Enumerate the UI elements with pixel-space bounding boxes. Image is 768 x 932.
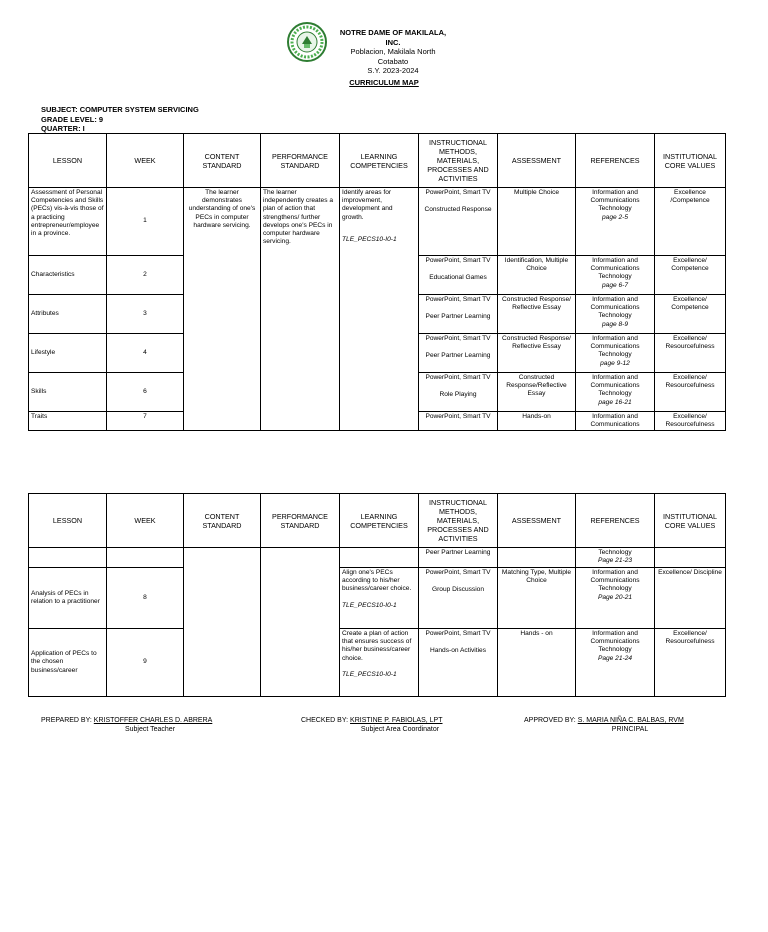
core-value-cell: Excellence/ Resourcefulness — [655, 629, 726, 697]
method-primary: PowerPoint, Smart TV — [425, 296, 491, 303]
col-references: REFERENCES — [576, 134, 655, 188]
reference-page: Page 21-23 — [597, 557, 633, 565]
method-cell: Peer Partner Learning — [419, 548, 498, 568]
reference-cell — [576, 548, 655, 568]
core-value-cell: Excellence/ Discipline — [655, 568, 726, 629]
week-cell: 1 — [107, 188, 184, 256]
lesson-cell: Application of PECs to the chosen business/career — [29, 629, 107, 697]
method-primary: PowerPoint, Smart TV — [425, 630, 491, 637]
competency-cell — [340, 629, 419, 697]
method-secondary: Role Playing — [439, 391, 477, 399]
col-instructional-methods: INSTRUCTIONAL METHODS, MATERIALS, PROCESSES AND ACTIVITIES — [419, 134, 498, 188]
school-seal-icon — [287, 22, 327, 62]
competency-code: TLE_PECS10-I0-1 — [342, 235, 397, 243]
curriculum-table-1 — [28, 133, 726, 431]
col-lesson: LESSON — [29, 494, 107, 548]
reference-cell — [576, 568, 655, 629]
assessment-cell: Identification, Multiple Choice — [498, 256, 576, 295]
approved-role: PRINCIPAL — [611, 726, 649, 733]
assessment-cell: Multiple Choice — [498, 188, 576, 256]
col-performance-standard: PERFORMANCE STANDARD — [261, 134, 340, 188]
method-cell — [419, 295, 498, 334]
col-week: WEEK — [107, 494, 184, 548]
assessment-cell: Matching Type, Multiple Choice — [498, 568, 576, 629]
document-header — [0, 22, 768, 75]
curriculum-table-2 — [28, 493, 726, 697]
assessment-cell: Hands - on — [498, 629, 576, 697]
method-primary: PowerPoint, Smart TV — [425, 374, 491, 381]
col-learning-competencies: LEARNING COMPETENCIES — [340, 134, 419, 188]
week-cell — [107, 548, 184, 568]
method-secondary: Constructed Response — [424, 206, 492, 214]
lesson-cell: Characteristics — [29, 256, 107, 295]
reference-text: Information and Communications Technology — [590, 374, 640, 398]
assessment-cell: Constructed Response/ Reflective Essay — [498, 334, 576, 373]
col-instructional-methods: INSTRUCTIONAL METHODS, MATERIALS, PROCESSES AND ACTIVITIES — [419, 494, 498, 548]
performance-standard-cell: The learner independently creates a plan of action that strengthens/ further develops one's PECs in computer hardware servicing. — [261, 188, 340, 431]
checked-by — [301, 716, 443, 725]
assessment-cell: Constructed Response/Reflective Essay — [498, 373, 576, 412]
core-value-cell — [655, 548, 726, 568]
col-assessment: ASSESSMENT — [498, 134, 576, 188]
competency-cell — [340, 548, 419, 568]
reference-cell — [576, 334, 655, 373]
competency-cell — [340, 568, 419, 629]
content-standard-cell: The learner demonstrates understanding of one's PECs in computer hardware servicing. — [184, 188, 261, 431]
col-lesson: LESSON — [29, 134, 107, 188]
col-content-standard: CONTENT STANDARD — [184, 134, 261, 188]
content-standard-cell — [184, 548, 261, 697]
method-cell — [419, 629, 498, 697]
col-content-standard: CONTENT STANDARD — [184, 494, 261, 548]
week-cell: 6 — [107, 373, 184, 412]
approved-label: APPROVED BY: — [524, 717, 576, 724]
lesson-cell — [29, 548, 107, 568]
table-row — [29, 568, 726, 629]
assessment-cell — [498, 548, 576, 568]
method-cell: PowerPoint, Smart TV — [419, 412, 498, 431]
table-row — [29, 188, 726, 256]
core-value-cell: Excellence /Competence — [655, 188, 726, 256]
performance-standard-cell — [261, 548, 340, 697]
core-value-cell: Excellence/ Resourcefulness — [655, 412, 726, 431]
school-name: NOTRE DAME OF MAKILALA, INC. — [339, 28, 447, 47]
curriculum-meta — [41, 105, 199, 134]
method-cell — [419, 334, 498, 373]
reference-cell — [576, 373, 655, 412]
reference-page: Page 20-21 — [597, 593, 633, 601]
week-cell: 9 — [107, 629, 184, 697]
method-primary: PowerPoint, Smart TV — [425, 257, 491, 264]
reference-text: Technology — [598, 549, 632, 556]
quarter-line: QUARTER: I — [41, 124, 85, 133]
lesson-cell: Attributes — [29, 295, 107, 334]
table-header-row — [29, 494, 726, 548]
subject-line: SUBJECT: COMPUTER SYSTEM SERVICING — [41, 105, 199, 114]
reference-page: Page 21-24 — [597, 654, 633, 662]
col-core-values: INSTITUTIONAL CORE VALUES — [655, 134, 726, 188]
week-cell: 3 — [107, 295, 184, 334]
school-year: S.Y. 2023-2024 — [367, 66, 419, 75]
reference-page: page 6-7 — [601, 281, 629, 289]
grade-line: GRADE LEVEL: 9 — [41, 114, 104, 124]
lesson-cell: Skills — [29, 373, 107, 412]
competency-text: Create a plan of action that ensures success of his/her business/career choice. — [342, 630, 412, 662]
assessment-cell: Hands-on — [498, 412, 576, 431]
reference-cell — [576, 256, 655, 295]
col-learning-competencies: LEARNING COMPETENCIES — [340, 494, 419, 548]
assessment-cell: Constructed Response/ Reflective Essay — [498, 295, 576, 334]
method-cell — [419, 568, 498, 629]
core-value-cell: Excellence/ Competence — [655, 256, 726, 295]
checked-label: CHECKED BY: — [301, 717, 349, 724]
checked-name: KRISTINE P. FABIOLAS, LPT — [350, 717, 443, 724]
table-header-row — [29, 134, 726, 188]
competency-code: TLE_PECS10-I0-1 — [342, 670, 397, 678]
reference-page: page 2-5 — [601, 213, 629, 221]
method-secondary: Peer Partner Learning — [425, 313, 491, 321]
lesson-cell: Assessment of Personal Competencies and Skills (PECs) vis-à-vis those of a practicing entrepreneur/employee in a province. — [29, 188, 107, 256]
week-cell: 4 — [107, 334, 184, 373]
core-value-cell: Excellence/ Competence — [655, 295, 726, 334]
reference-text: Information and Communications Technology — [590, 296, 640, 320]
week-cell: 2 — [107, 256, 184, 295]
col-core-values: INSTITUTIONAL CORE VALUES — [655, 494, 726, 548]
reference-text: Information and Communications Technology — [590, 257, 640, 281]
core-value-cell: Excellence/ Resourcefulness — [655, 334, 726, 373]
method-secondary: Group Discussion — [431, 586, 485, 594]
core-value-cell: Excellence/ Resourcefulness — [655, 373, 726, 412]
approved-name: S. MARIA NIÑA C. BALBAS, RVM — [577, 717, 684, 724]
lesson-cell: Traits — [29, 412, 107, 431]
reference-page: page 9-12 — [600, 359, 630, 367]
school-address: Poblacion, Makilala North Cotabato — [350, 47, 436, 66]
reference-page: page 8-9 — [601, 320, 629, 328]
reference-page: page 16-21 — [598, 398, 632, 406]
lesson-cell: Analysis of PECs in relation to a practitioner — [29, 568, 107, 629]
lesson-cell: Lifestyle — [29, 334, 107, 373]
table-row — [29, 548, 726, 568]
method-secondary: Educational Games — [429, 274, 487, 282]
approved-by — [524, 716, 684, 725]
method-secondary: Peer Partner Learning — [425, 352, 491, 360]
method-secondary: Hands-on Activities — [429, 647, 487, 655]
prepared-name: KRISTOFFER CHARLES D. ABRERA — [93, 717, 213, 724]
reference-text: Information and Communications Technology — [590, 630, 640, 654]
method-cell — [419, 373, 498, 412]
reference-cell — [576, 295, 655, 334]
col-references: REFERENCES — [576, 494, 655, 548]
prepared-role: Subject Teacher — [124, 726, 176, 733]
reference-text: Information and Communications Technology — [590, 569, 640, 593]
checked-role: Subject Area Coordinator — [360, 726, 440, 733]
method-primary: PowerPoint, Smart TV — [425, 569, 491, 576]
reference-cell — [576, 629, 655, 697]
table-row — [29, 629, 726, 697]
col-week: WEEK — [107, 134, 184, 188]
competency-code: TLE_PECS10-I0-1 — [342, 601, 397, 609]
week-cell: 7 — [107, 412, 184, 431]
prepared-label: PREPARED BY: — [41, 717, 92, 724]
method-primary: PowerPoint, Smart TV — [425, 189, 491, 196]
competency-text: Align one's PECs according to his/her business/career choice. — [342, 569, 412, 593]
method-cell — [419, 256, 498, 295]
reference-text: Information and Communications Technology — [590, 335, 640, 359]
method-primary: PowerPoint, Smart TV — [425, 335, 491, 342]
page-title: CURRICULUM MAP — [349, 78, 419, 87]
method-cell — [419, 188, 498, 256]
reference-cell: Information and Communications — [576, 412, 655, 431]
competency-cell — [340, 188, 419, 431]
prepared-by — [41, 716, 212, 725]
col-assessment: ASSESSMENT — [498, 494, 576, 548]
col-performance-standard: PERFORMANCE STANDARD — [261, 494, 340, 548]
competency-text: Identify areas for improvement, development and growth. — [342, 189, 393, 221]
reference-cell — [576, 188, 655, 256]
reference-text: Information and Communications Technology — [590, 189, 640, 213]
week-cell: 8 — [107, 568, 184, 629]
